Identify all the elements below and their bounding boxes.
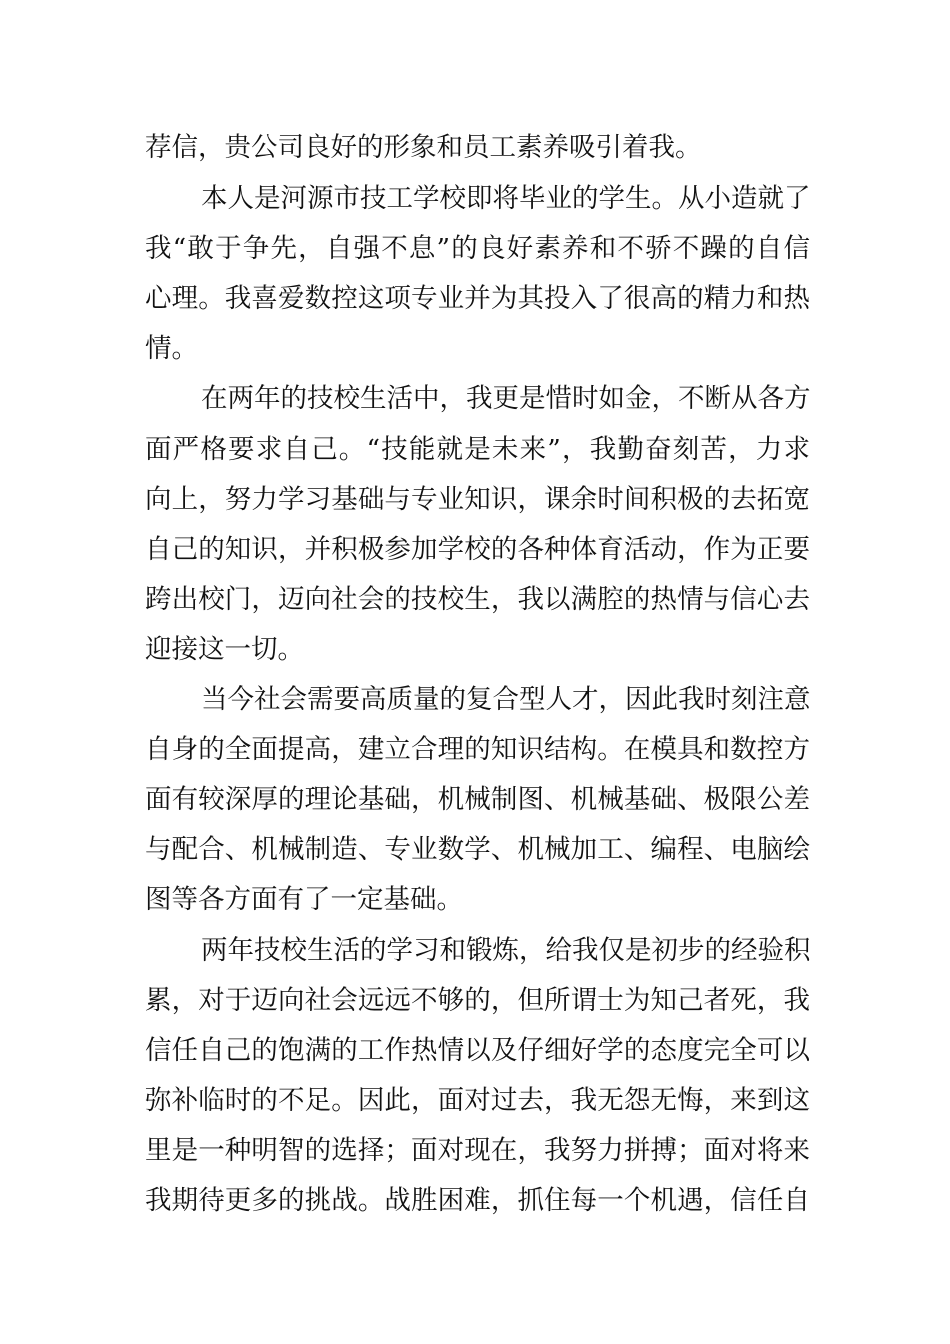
text-line: 图等各方面有了一定基础。 (145, 884, 463, 915)
text-line: 信任自己的饱满的工作热情以及仔细好学的态度完全可以 (145, 1035, 810, 1066)
text-line: 情。 (145, 333, 198, 364)
text-line: 我期待更多的挑战。战胜困难，抓住每一个机遇，信任自 (145, 1185, 810, 1216)
paragraph-first-line: 在两年的技校生活中，我更是惜时如金，不断从各方 (201, 383, 811, 414)
text-line: 面有较深厚的理论基础，机械制图、机械基础、极限公差 (145, 784, 810, 815)
text-line: 面严格要求自己。“技能就是未来”，我勤奋刻苦，力求 (145, 434, 810, 465)
text-line: 迎接这一切。 (145, 634, 304, 665)
paragraph-first-line: 当今社会需要高质量的复合型人才，因此我时刻注意 (201, 684, 811, 715)
text-line: 心理。我喜爱数控这项专业并为其投入了很高的精力和热 (145, 283, 810, 314)
text-line: 荐信，贵公司良好的形象和员工素养吸引着我。 (145, 132, 702, 163)
text-line: 累，对于迈向社会远远不够的，但所谓士为知己者死，我 (145, 985, 810, 1016)
paragraph-first-line: 两年技校生活的学习和锻炼，给我仅是初步的经验积 (201, 935, 811, 966)
text-line: 里是一种明智的选择；面对现在，我努力拼搏；面对将来 (145, 1135, 810, 1166)
text-line: 弥补临时的不足。因此，面对过去，我无怨无悔，来到这 (145, 1085, 810, 1116)
text-line: 自身的全面提高，建立合理的知识结构。在模具和数控方 (145, 734, 810, 765)
text-line: 与配合、机械制造、专业数学、机械加工、编程、电脑绘 (145, 834, 810, 865)
text-line: 跨出校门，迈向社会的技校生，我以满腔的热情与信心去 (145, 584, 810, 615)
text-line: 我“敢于争先，自强不息”的良好素养和不骄不躁的自信 (145, 233, 810, 264)
text-line: 自己的知识，并积极参加学校的各种体育活动，作为正要 (145, 534, 810, 565)
text-line: 向上，努力学习基础与专业知识，课余时间积极的去拓宽 (145, 484, 810, 515)
paragraph-first-line: 本人是河源市技工学校即将毕业的学生。从小造就了 (201, 183, 811, 214)
